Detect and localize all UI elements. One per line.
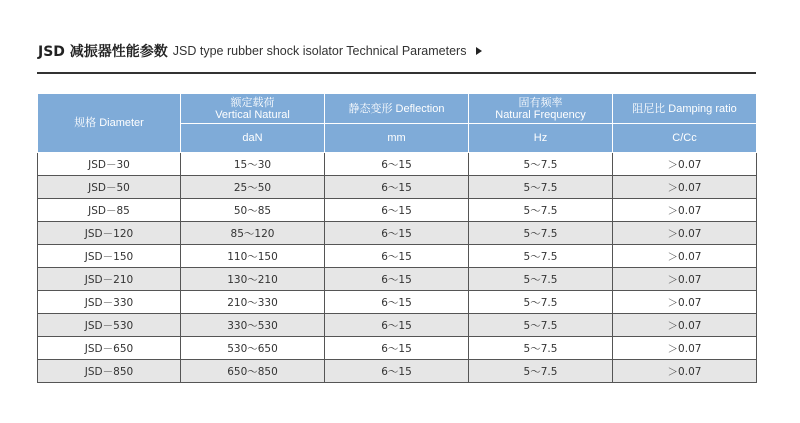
cell-model: JSD－530 (38, 314, 181, 337)
cell-frequency: 5～7.5 (469, 222, 613, 245)
table-row (38, 314, 757, 337)
cell-load: 330～530 (181, 314, 325, 337)
cell-model: JSD－30 (38, 153, 181, 176)
cell-frequency: 5～7.5 (469, 153, 613, 176)
unit-deflection: mm (325, 124, 469, 153)
parameters-table (37, 93, 757, 383)
cell-frequency: 5～7.5 (469, 268, 613, 291)
cell-load: 530～650 (181, 337, 325, 360)
header-frequency-en: Natural Frequency (495, 108, 586, 121)
cell-load: 130～210 (181, 268, 325, 291)
table-row (38, 153, 757, 176)
cell-deflection: 6～15 (325, 222, 469, 245)
table-row (38, 360, 757, 383)
cell-damping: ＞0.07 (613, 268, 757, 291)
cell-damping: ＞0.07 (613, 245, 757, 268)
cell-model: JSD－120 (38, 222, 181, 245)
cell-model: JSD－85 (38, 199, 181, 222)
table-row (38, 268, 757, 291)
cell-load: 85～120 (181, 222, 325, 245)
cell-deflection: 6～15 (325, 268, 469, 291)
table-row (38, 245, 757, 268)
header-frequency (469, 94, 613, 124)
cell-damping: ＞0.07 (613, 337, 757, 360)
cell-load: 15～30 (181, 153, 325, 176)
cell-model: JSD－210 (38, 268, 181, 291)
cell-load: 210～330 (181, 291, 325, 314)
cell-damping: ＞0.07 (613, 176, 757, 199)
page-title (38, 40, 482, 62)
cell-load: 25～50 (181, 176, 325, 199)
cell-damping: ＞0.07 (613, 153, 757, 176)
triangle-arrow-icon (476, 47, 482, 55)
cell-damping: ＞0.07 (613, 291, 757, 314)
cell-damping: ＞0.07 (613, 222, 757, 245)
cell-deflection: 6～15 (325, 314, 469, 337)
cell-frequency: 5～7.5 (469, 291, 613, 314)
table-row (38, 337, 757, 360)
cell-deflection: 6～15 (325, 153, 469, 176)
cell-deflection: 6～15 (325, 291, 469, 314)
header-diameter: 规格 Diameter (38, 94, 181, 153)
cell-load: 110～150 (181, 245, 325, 268)
cell-frequency: 5～7.5 (469, 314, 613, 337)
cell-load: 50～85 (181, 199, 325, 222)
header-load (181, 94, 325, 124)
cell-frequency: 5～7.5 (469, 176, 613, 199)
cell-model: JSD－330 (38, 291, 181, 314)
title-divider (37, 72, 756, 74)
cell-damping: ＞0.07 (613, 199, 757, 222)
cell-model: JSD－850 (38, 360, 181, 383)
cell-model: JSD－150 (38, 245, 181, 268)
cell-deflection: 6～15 (325, 176, 469, 199)
cell-deflection: 6～15 (325, 337, 469, 360)
cell-damping: ＞0.07 (613, 314, 757, 337)
cell-frequency: 5～7.5 (469, 245, 613, 268)
header-deflection: 静态变形 Deflection (325, 94, 469, 124)
cell-frequency: 5～7.5 (469, 360, 613, 383)
cell-model: JSD－50 (38, 176, 181, 199)
header-frequency-cn: 固有频率 (518, 96, 563, 109)
table-row (38, 291, 757, 314)
cell-deflection: 6～15 (325, 360, 469, 383)
cell-load: 650～850 (181, 360, 325, 383)
cell-deflection: 6～15 (325, 199, 469, 222)
cell-deflection: 6～15 (325, 245, 469, 268)
unit-load: daN (181, 124, 325, 153)
cell-model: JSD－650 (38, 337, 181, 360)
header-damping: 阻尼比 Damping ratio (613, 94, 757, 124)
header-load-cn: 额定载荷 (230, 96, 275, 109)
table-row (38, 199, 757, 222)
unit-frequency: Hz (469, 124, 613, 153)
table-row (38, 222, 757, 245)
table-row (38, 176, 757, 199)
title-chinese: JSD 减振器性能参数 (38, 44, 168, 60)
title-english: JSD type rubber shock isolator Technical Parameters (172, 44, 467, 58)
unit-damping: C/Cc (613, 124, 757, 153)
cell-frequency: 5～7.5 (469, 199, 613, 222)
cell-damping: ＞0.07 (613, 360, 757, 383)
cell-frequency: 5～7.5 (469, 337, 613, 360)
header-load-en: Vertical Natural (215, 108, 290, 121)
